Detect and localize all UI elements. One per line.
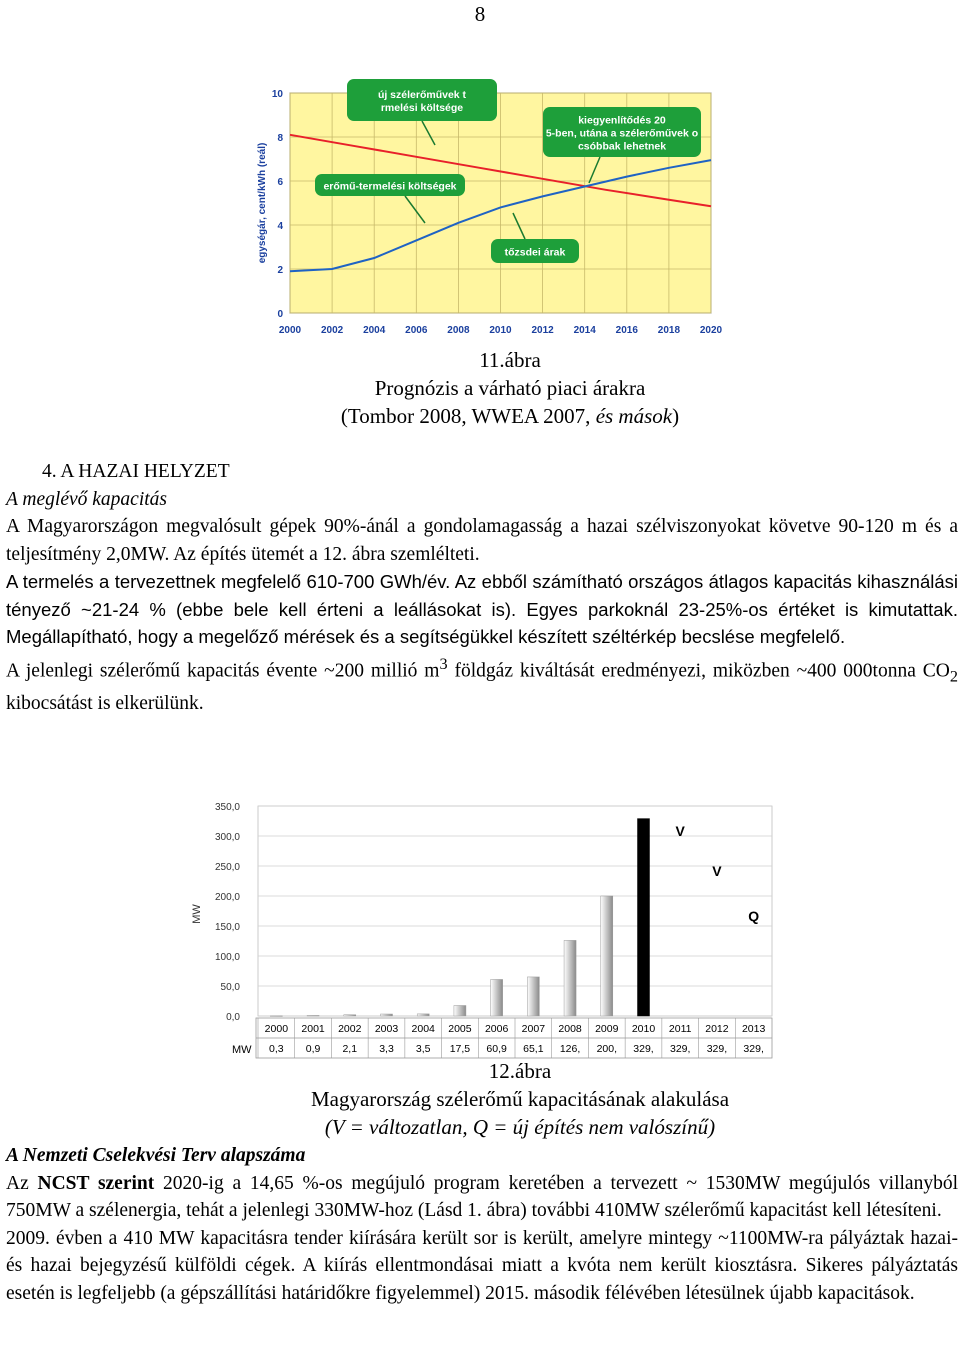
y-tick-label: 350,0 xyxy=(214,802,240,813)
data-label: 329, xyxy=(743,1043,764,1055)
data-label: 200, xyxy=(596,1043,618,1055)
y-tick-label: 4 xyxy=(277,221,283,232)
figure-12-caption xyxy=(200,1057,840,1141)
x-tick-label: 2004 xyxy=(363,325,386,336)
y-tick-label: 8 xyxy=(277,133,283,144)
savings-sub: 2 xyxy=(949,666,958,685)
figure-12-note: (V = változatlan, Q = új építés nem valószínű) xyxy=(324,1115,716,1139)
savings-mid: földgáz kiváltását eredményezi, miközben ~400 000tonna CO xyxy=(447,660,950,681)
x-tick-label: 2000 xyxy=(264,1023,289,1035)
price-forecast-chart xyxy=(255,73,723,345)
data-label: 329, xyxy=(669,1043,691,1055)
x-tick-label: 2001 xyxy=(301,1023,325,1035)
bar-2004 xyxy=(417,1014,429,1016)
bar-2006 xyxy=(491,979,503,1016)
y-tick-label: 100,0 xyxy=(214,952,240,963)
paragraph-production-a: A termelés a tervezettnek megfelelő 610-700 GWh/év. Az ebből számítható országos átlagos kapacitás kihasználási tényező ~21-24 % (ebbe bele kell érteni a leállásokat is). xyxy=(6,571,958,620)
figure-11-caption xyxy=(290,346,730,430)
bar-2001 xyxy=(307,1015,319,1016)
x-tick-label: 2010 xyxy=(631,1023,656,1035)
bar-2010 xyxy=(638,819,650,1016)
x-tick-label: 2013 xyxy=(741,1023,766,1035)
y-tick-label: 200,0 xyxy=(214,892,240,903)
figure-11-source-italic: és mások xyxy=(595,404,673,428)
y-tick-label: 300,0 xyxy=(214,832,240,843)
figure-11-source-suffix: ) xyxy=(672,404,680,428)
figure-11-source xyxy=(290,402,730,430)
nctp-heading: A Nemzeti Cselekvési Terv alapszáma xyxy=(6,1145,306,1166)
x-tick-label: 2020 xyxy=(699,325,723,336)
x-tick-label: 2008 xyxy=(558,1023,582,1035)
y-tick-label: 0,0 xyxy=(226,1012,240,1023)
paragraph-savings xyxy=(6,651,958,718)
annotation-text: 5-ben, utána a szélerőművek o xyxy=(545,127,699,140)
x-tick-label: 2010 xyxy=(489,325,512,336)
bar-marker-2011: V xyxy=(675,823,685,839)
y-tick-label: 10 xyxy=(271,89,283,100)
section-existing-capacity xyxy=(6,458,958,718)
x-tick-label: 2002 xyxy=(338,1023,362,1035)
x-tick-label: 2008 xyxy=(447,325,470,336)
nctp-paragraph-1 xyxy=(6,1170,958,1225)
x-tick-label: 2000 xyxy=(278,325,302,336)
data-label: 329, xyxy=(706,1043,728,1055)
x-tick-label: 2002 xyxy=(320,325,344,336)
paragraph-production xyxy=(6,568,958,651)
y-tick-label: 2 xyxy=(277,265,283,276)
data-label: 329, xyxy=(633,1043,654,1055)
bar-2007 xyxy=(527,977,539,1016)
savings-pre: A jelenlegi szélerőmű kapacitás évente ~200 millió m xyxy=(6,660,440,681)
x-tick-label: 2011 xyxy=(668,1023,692,1035)
savings-post: kibocsátást is elkerülünk. xyxy=(6,693,204,715)
bar-2002 xyxy=(344,1015,356,1016)
nctp-paragraph-2: 2009. évben a 410 MW kapacitásra tender kiírására került sor is került, amelyre mintegy ~1100MW-ra pályáztak hazai- és hazai bejegyzésű külföldi cégek. A kiírás ellentmondásai miatt a kvóta nem került kiosztásra. Sikeres pályáztatás esetén is legfeljebb (a gépszállítási határidőkre figyelemmel) 2015. második félévében létesülnek újabb kapacitások. xyxy=(6,1227,958,1304)
section-subheading: A meglévő kapacitás xyxy=(6,488,168,510)
annotation-text: kiegyenlítődés 20 xyxy=(578,114,666,127)
bar-2000 xyxy=(270,1016,282,1017)
figure-12-number: 12.ábra xyxy=(488,1059,552,1083)
x-tick-label: 2004 xyxy=(411,1023,435,1035)
annotation-text: csóbbak lehetnek xyxy=(577,140,667,153)
x-tick-label: 2003 xyxy=(374,1023,399,1035)
paragraph-production-b: Egyes parkoknál 23-25%-os értéket is kimutattak. Megállapítható, hogy a megelőző mérések és a segítségükkel készített széltérkép becslése megfelelő. xyxy=(6,598,958,647)
data-label: 3,3 xyxy=(379,1043,394,1055)
data-label: 17,5 xyxy=(449,1043,471,1055)
annotation-text: erőmű-termelési költségek xyxy=(323,180,457,193)
bar-2009 xyxy=(601,896,613,1016)
bar-2008 xyxy=(564,940,576,1016)
y-tick-label: 0 xyxy=(277,309,283,320)
data-label: 0,9 xyxy=(305,1043,321,1055)
section-heading: 4. A HAZAI HELYZET xyxy=(42,461,230,482)
capacity-bar-chart xyxy=(190,796,780,1058)
paragraph-turbines: A Magyarországon megvalósult gépek 90%-ánál a gondolamagasság a hazai szélviszonyokat követve 90-120 m és a teljesítmény 2,0MW. Az építés ütemét a 12. ábra szemlélteti. xyxy=(6,516,958,565)
data-label: 65,1 xyxy=(523,1043,544,1055)
bar-2005 xyxy=(454,1006,466,1017)
x-tick-label: 2005 xyxy=(448,1023,472,1035)
y-tick-label: 250,0 xyxy=(214,862,240,873)
data-label: 3,5 xyxy=(415,1043,431,1055)
data-label: 2,1 xyxy=(342,1043,358,1055)
x-tick-label: 2009 xyxy=(595,1023,619,1035)
plot-area xyxy=(258,806,772,1016)
data-label: 0,3 xyxy=(269,1043,284,1055)
figure-11-number: 11.ábra xyxy=(479,348,541,372)
x-tick-label: 2018 xyxy=(657,325,681,336)
savings-sup: 3 xyxy=(439,654,448,673)
data-label: 60,9 xyxy=(486,1043,507,1055)
y-tick-label: 150,0 xyxy=(214,922,240,933)
x-tick-label: 2012 xyxy=(531,325,554,336)
bar-marker-2012: V xyxy=(712,863,722,879)
nctp-rest: 2020-ig a 14,65 %-os megújuló program keretében a tervezett ~ 1530MW megújulós villanyból 750MW a szélenergia, tehát a jelenlegi 330MW-hoz (Lásd 1. ábra) további 410MW szélerőmű kapacitást kell létesíteni. xyxy=(6,1172,958,1221)
x-tick-label: 2006 xyxy=(484,1023,509,1035)
y-tick-label: 50,0 xyxy=(220,982,240,993)
x-tick-label: 2016 xyxy=(615,325,638,336)
section-nctp xyxy=(6,1142,958,1307)
figure-12-title: Magyarország szélerőmű kapacitásának alakulása xyxy=(310,1087,730,1111)
bar-2003 xyxy=(381,1014,393,1016)
x-tick-label: 2014 xyxy=(573,325,596,336)
figure-11-source-prefix: (Tombor 2008, WWEA 2007, xyxy=(340,404,596,428)
table-row-label: MW xyxy=(232,1044,252,1056)
annotation-text: rmelési költsége xyxy=(380,102,464,114)
annotation-text: új szélerőművek t xyxy=(377,89,467,101)
figure-11-title: Prognózis a várható piaci árakra xyxy=(374,376,646,400)
x-tick-label: 2007 xyxy=(521,1023,546,1035)
y-axis-label: egységár, cent/kWh (reál) xyxy=(257,142,268,264)
data-label: 126, xyxy=(559,1043,581,1055)
bar-marker-2013: Q xyxy=(748,908,760,924)
x-tick-label: 2012 xyxy=(705,1023,729,1035)
page-number: 8 xyxy=(474,2,486,26)
x-tick-label: 2006 xyxy=(405,325,428,336)
y-tick-label: 6 xyxy=(277,177,283,188)
nctp-az: Az xyxy=(6,1172,38,1194)
y-axis-label: MW xyxy=(191,904,203,924)
annotation-text: tőzsdei árak xyxy=(504,246,566,259)
nctp-bold: NCST szerint xyxy=(37,1172,155,1194)
